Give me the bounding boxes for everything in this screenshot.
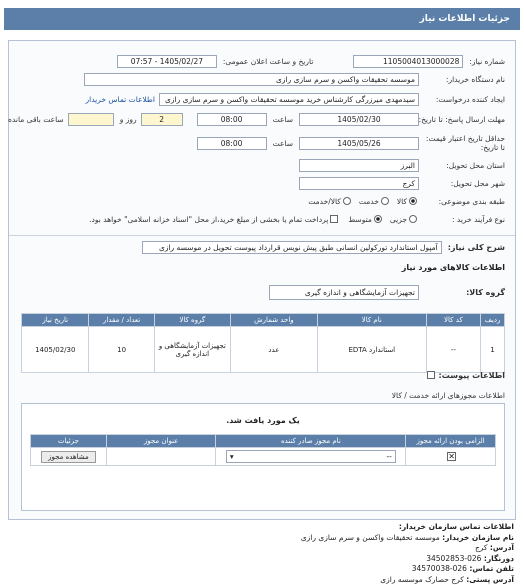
view-permit-button[interactable]: مشاهده مجوز (41, 451, 96, 463)
radio-icon[interactable] (374, 215, 382, 223)
province-label: استان محل تحویل: (446, 160, 505, 170)
radio-icon[interactable] (409, 215, 417, 223)
category-label: طبقه بندی موضوعی: (438, 196, 505, 206)
deadline-time-label: ساعت (272, 114, 293, 124)
footer-phone: 026-34570038 (411, 564, 467, 573)
col-qty: تعداد / مقدار (89, 314, 154, 327)
creator-label: ایجاد کننده درخواست: (435, 94, 505, 104)
buyer-field: موسسه تحقیقات واکسن و سرم سازی رازی (84, 73, 419, 86)
radio-icon[interactable] (381, 197, 389, 205)
cell-name: استاندارد EDTA (317, 327, 426, 373)
buyer-contact-footer: اطلاعات تماس سازمان خریدار: نام سازمان خریدار: موسسه تحقیقات واکسن و سرم سازی رازی آدرس: کرج دورنگار: 026-34502853 تلفن تماس: 026-34570038 آدرس پستی: کرج حصارک موسسه رازی (300, 522, 514, 584)
need-number-field: 1105004013000028 (353, 55, 463, 68)
summary-label: شرح کلی نیاز: (447, 242, 505, 252)
permits-section-title: اطلاعات مجوزهای ارائه خدمت / کالا (391, 390, 505, 400)
goods-section-title: اطلاعات کالاهای مورد نیاز (401, 262, 505, 272)
contact-info-link[interactable]: اطلاعات تماس خریدار (85, 94, 155, 104)
chevron-down-icon: ▾ (229, 452, 234, 461)
cell-details (31, 448, 107, 466)
divider (9, 235, 515, 236)
permits-table (30, 434, 496, 466)
goods-group-field: تجهیزات آزمایشگاهی و اندازه گیری (269, 285, 419, 300)
validity-time-label: ساعت (272, 138, 293, 148)
announce-field: 1405/02/27 - 07:57 (117, 55, 217, 68)
goods-table-header (22, 314, 505, 327)
validity-label: حداقل تاریخ اعتبار قیمت: تا تاریخ: (425, 134, 505, 152)
col-unit: واحد شمارش (230, 314, 317, 327)
col-details: جزئیات (31, 435, 107, 448)
province-field: البرز (299, 159, 419, 172)
treasury-payment-option[interactable]: پرداخت تمام یا بخشی از مبلغ خرید،از محل "اسناد خزانه اسلامی" خواهد بود. (89, 215, 338, 224)
cell-title (106, 448, 216, 466)
cell-issuer[interactable] (216, 448, 406, 466)
city-label: شهر محل تحویل: (450, 178, 505, 188)
col-date: تاریخ نیاز (22, 314, 89, 327)
issuer-select[interactable]: -- ▾ (226, 450, 396, 463)
table-row (31, 448, 496, 466)
validity-date-field: 1405/05/26 (299, 137, 419, 150)
permits-count-text: یک مورد یافت شد. (226, 416, 300, 425)
footer-fax: 026-34502853 (426, 553, 482, 563)
days-remaining-field: 2 (141, 113, 183, 126)
category-option-both[interactable]: کالا/خدمت (308, 197, 351, 206)
cell-date: 1405/02/30 (22, 327, 89, 373)
details-panel (8, 40, 516, 520)
radio-icon[interactable] (409, 197, 417, 205)
col-code: کد کالا (426, 314, 480, 327)
cell-unit: عدد (230, 327, 317, 373)
cell-required (406, 448, 496, 466)
col-row: ردیف (481, 314, 505, 327)
validity-time-field: 08:00 (197, 137, 267, 150)
cell-row: 1 (481, 327, 505, 373)
col-required: الزامی بودن ارائه مجوز (406, 435, 496, 448)
col-issuer: نام مجوز صادر کننده (216, 435, 406, 448)
checkbox-icon[interactable] (330, 215, 338, 223)
attachments-label: اطلاعات پیوست: (438, 370, 505, 380)
permits-table-header (31, 435, 496, 448)
page-title: جزئیات اطلاعات نیاز (419, 14, 510, 24)
radio-icon[interactable] (343, 197, 351, 205)
goods-group-label: گروه کالا: (466, 287, 505, 297)
goods-table (21, 313, 505, 373)
deadline-date-field: 1405/02/30 (299, 113, 419, 126)
cell-qty: 10 (89, 327, 154, 373)
creator-field: سیدمهدی میرزرگی کارشناس خرید موسسه تحقیقات واکسن و سرم سازی رازی (159, 93, 419, 106)
attachments-checkbox[interactable] (427, 371, 435, 379)
remaining-label: ساعت باقی مانده (8, 114, 64, 124)
footer-org: موسسه تحقیقات واکسن و سرم سازی رازی (300, 532, 440, 542)
cell-code: -- (426, 327, 480, 373)
days-label: روز و (119, 114, 137, 124)
col-group: گروه کالا (154, 314, 230, 327)
category-option-goods[interactable]: کالا (397, 197, 417, 206)
deadline-time-field: 08:00 (197, 113, 267, 126)
process-option-medium[interactable]: متوسط (348, 215, 382, 224)
announce-label: تاریخ و ساعت اعلان عمومی: (222, 56, 314, 66)
category-option-service[interactable]: خدمت (359, 197, 389, 206)
buyer-label: نام دستگاه خریدار: (445, 74, 505, 84)
process-option-minor[interactable]: جزیی (390, 215, 417, 224)
col-name: نام کالا (317, 314, 426, 327)
footer-postal-address: کرج حصارک موسسه رازی (380, 574, 464, 584)
cell-group: تجهیزات آزمایشگاهی و اندازه گیری (154, 327, 230, 373)
hours-remaining-field (68, 113, 114, 126)
summary-field: آمپول استاندارد تورکولین انسانی طبق پیش نویس قرارداد پیوست تحویل در موسسه رازی (142, 241, 442, 254)
page-header (4, 8, 520, 30)
col-title: عنوان مجوز (106, 435, 216, 448)
permits-box (21, 403, 505, 511)
x-box-icon: ✕ (448, 452, 455, 461)
footer-title: اطلاعات تماس سازمان خریدار: (398, 522, 514, 531)
process-label: نوع فرآیند خرید : (451, 214, 505, 224)
deadline-label: مهلت ارسال پاسخ: تا تاریخ: (418, 114, 505, 124)
city-field: کرج (299, 177, 419, 190)
table-row (22, 327, 505, 373)
need-number-label: شماره نیاز: (469, 56, 505, 66)
footer-address: کرج (474, 543, 488, 552)
